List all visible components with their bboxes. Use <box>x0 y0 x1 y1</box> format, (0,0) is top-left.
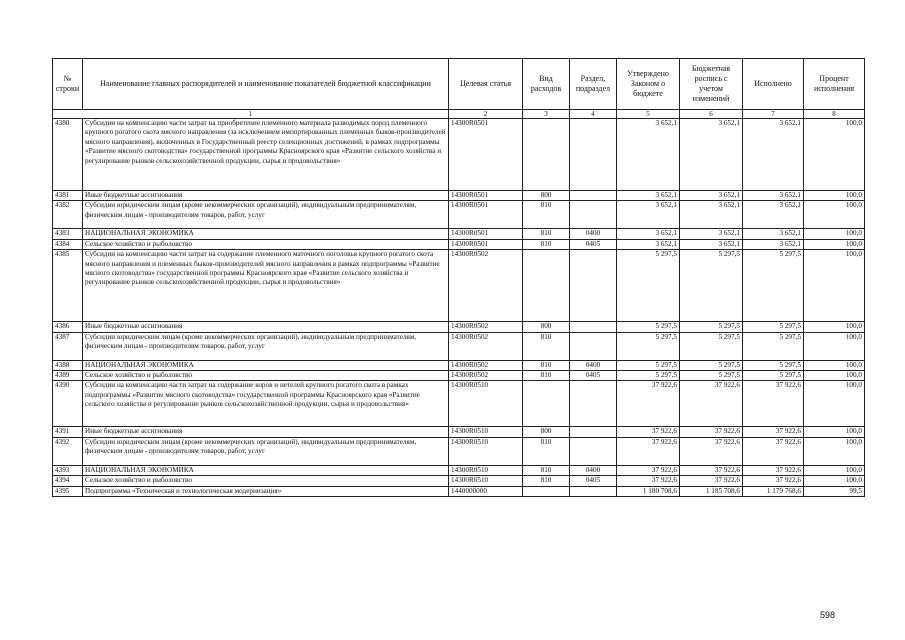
row-number: 4394 <box>53 476 83 486</box>
row-target-code: 14300R0501 <box>449 201 523 229</box>
row-section <box>570 437 617 465</box>
row-expense-type: 800 <box>523 427 570 437</box>
row-target-code: 1440000000 <box>449 486 523 496</box>
row-percent: 100,0 <box>804 476 865 486</box>
col-number-1: 1 <box>53 110 449 119</box>
header-razd: Раздел, подраздел <box>570 59 617 110</box>
table-row <box>53 250 865 322</box>
row-percent: 100,0 <box>804 332 865 360</box>
row-approved: 5 297,5 <box>617 332 680 360</box>
row-approved: 3 652,1 <box>617 229 680 239</box>
header-vid: Вид расходов <box>523 59 570 110</box>
row-section <box>570 486 617 496</box>
row-approved: 37 922,6 <box>617 437 680 465</box>
row-executed: 37 922,6 <box>743 381 804 427</box>
row-target-code: 14300R0502 <box>449 360 523 370</box>
row-executed: 3 652,1 <box>743 191 804 201</box>
row-executed: 1 179 768,6 <box>743 486 804 496</box>
row-budget: 3 652,1 <box>680 239 743 249</box>
row-percent: 100,0 <box>804 201 865 229</box>
row-approved: 5 297,5 <box>617 371 680 381</box>
row-executed: 37 922,6 <box>743 437 804 465</box>
row-target-code: 14300R0510 <box>449 427 523 437</box>
header-approved: Утверждено Законом о бюджете <box>617 59 680 110</box>
row-expense-type: 810 <box>523 465 570 475</box>
row-expense-type: 810 <box>523 201 570 229</box>
row-budget: 37 922,6 <box>680 465 743 475</box>
row-budget: 1 185 708,6 <box>680 486 743 496</box>
row-budget: 5 297,5 <box>680 332 743 360</box>
header-pct: Процент исполнения <box>804 59 865 110</box>
table-row <box>53 465 865 475</box>
row-executed: 37 922,6 <box>743 427 804 437</box>
row-budget: 5 297,5 <box>680 322 743 332</box>
table-row <box>53 360 865 370</box>
row-budget: 37 922,6 <box>680 427 743 437</box>
col-number-3: 3 <box>523 110 570 119</box>
row-name: Сельское хозяйство и рыболовство <box>83 371 449 381</box>
row-percent: 100,0 <box>804 371 865 381</box>
table-row <box>53 201 865 229</box>
row-target-code: 14300R0501 <box>449 119 523 191</box>
row-executed: 5 297,5 <box>743 322 804 332</box>
row-expense-type: 800 <box>523 191 570 201</box>
row-number: 4385 <box>53 250 83 322</box>
row-expense-type: 810 <box>523 332 570 360</box>
row-number: 4388 <box>53 360 83 370</box>
row-expense-type <box>523 381 570 427</box>
row-approved: 3 652,1 <box>617 239 680 249</box>
row-percent: 100,0 <box>804 239 865 249</box>
row-number: 4391 <box>53 427 83 437</box>
row-approved: 37 922,6 <box>617 427 680 437</box>
row-approved: 37 922,6 <box>617 476 680 486</box>
row-approved: 3 652,1 <box>617 119 680 191</box>
table-row <box>53 239 865 249</box>
row-executed: 5 297,5 <box>743 250 804 322</box>
row-budget: 5 297,5 <box>680 371 743 381</box>
row-section: 0405 <box>570 371 617 381</box>
header-code: Целевая статья <box>449 59 523 110</box>
row-percent: 100,0 <box>804 250 865 322</box>
row-name: Иные бюджетные ассигнования <box>83 191 449 201</box>
row-name: НАЦИОНАЛЬНАЯ ЭКОНОМИКА <box>83 229 449 239</box>
row-budget: 37 922,6 <box>680 381 743 427</box>
row-section: 0400 <box>570 465 617 475</box>
row-approved: 37 922,6 <box>617 381 680 427</box>
row-percent: 99,5 <box>804 486 865 496</box>
row-number: 4392 <box>53 437 83 465</box>
row-section <box>570 119 617 191</box>
row-approved: 3 652,1 <box>617 191 680 201</box>
row-section: 0400 <box>570 229 617 239</box>
col-number-8: 8 <box>804 110 865 119</box>
row-budget: 3 652,1 <box>680 229 743 239</box>
row-budget: 3 652,1 <box>680 191 743 201</box>
row-executed: 3 652,1 <box>743 229 804 239</box>
table-row <box>53 332 865 360</box>
row-section: 0400 <box>570 360 617 370</box>
row-target-code: 14300R0501 <box>449 239 523 249</box>
page-number: 598 <box>820 610 836 620</box>
row-target-code: 14300R0502 <box>449 322 523 332</box>
row-expense-type: 810 <box>523 437 570 465</box>
row-budget: 37 922,6 <box>680 476 743 486</box>
row-percent: 100,0 <box>804 322 865 332</box>
row-percent: 100,0 <box>804 191 865 201</box>
row-target-code: 14300R0510 <box>449 437 523 465</box>
table-row <box>53 191 865 201</box>
row-percent: 100,0 <box>804 119 865 191</box>
row-name: Иные бюджетные ассигнования <box>83 427 449 437</box>
table-row <box>53 486 865 496</box>
row-section <box>570 381 617 427</box>
budget-table <box>52 58 865 497</box>
row-name: НАЦИОНАЛЬНАЯ ЭКОНОМИКА <box>83 465 449 475</box>
table-row <box>53 371 865 381</box>
row-percent: 100,0 <box>804 229 865 239</box>
header-budget: Бюджетная роспись с учетом изменений <box>680 59 743 110</box>
table-row <box>53 322 865 332</box>
row-percent: 100,0 <box>804 360 865 370</box>
row-section <box>570 191 617 201</box>
row-target-code: 14300R0502 <box>449 371 523 381</box>
header-done: Исполнено <box>743 59 804 110</box>
row-number: 4386 <box>53 322 83 332</box>
row-number: 4383 <box>53 229 83 239</box>
row-approved: 3 652,1 <box>617 201 680 229</box>
row-name: Субсидии на компенсацию части затрат на содержание племенного маточного поголовья крупного рогатого скота мясного направления и племенных быков-производителей мясного направления в рамках подпрограммы «Развитие мясного скотоводства» государственной программы Красноярского края «Развитие сельского хозяйства и регулирование рынков сельскохозяйственной продукции, сырья и продовольствия» <box>83 250 449 322</box>
table-row <box>53 381 865 427</box>
row-budget: 37 922,6 <box>680 437 743 465</box>
column-number-row <box>53 110 865 119</box>
row-expense-type <box>523 250 570 322</box>
row-number: 4384 <box>53 239 83 249</box>
row-percent: 100,0 <box>804 427 865 437</box>
row-name: НАЦИОНАЛЬНАЯ ЭКОНОМИКА <box>83 360 449 370</box>
row-name: Иные бюджетные ассигнования <box>83 322 449 332</box>
row-target-code: 14300R0502 <box>449 250 523 322</box>
row-section <box>570 201 617 229</box>
col-number-5: 5 <box>617 110 680 119</box>
header-name: Наименование главных распорядителей и наименование показателей бюджетной классификации <box>83 59 449 110</box>
row-section: 0405 <box>570 239 617 249</box>
row-number: 4387 <box>53 332 83 360</box>
row-name: Сельское хозяйство и рыболовство <box>83 239 449 249</box>
row-approved: 5 297,5 <box>617 322 680 332</box>
table-row <box>53 229 865 239</box>
row-section <box>570 322 617 332</box>
row-executed: 5 297,5 <box>743 332 804 360</box>
row-approved: 1 180 708,6 <box>617 486 680 496</box>
row-section <box>570 332 617 360</box>
row-executed: 3 652,1 <box>743 239 804 249</box>
row-expense-type: 800 <box>523 322 570 332</box>
row-executed: 5 297,5 <box>743 371 804 381</box>
row-expense-type <box>523 486 570 496</box>
table-row <box>53 119 865 191</box>
row-name: Субсидии на компенсацию части затрат на содержание коров и нетелей крупного рогатого скота в рамках подпрограммы «Развитие мясного скотоводства» государственной программы Красноярского края «Развитие сельского хозяйства и регулирование рынков сельскохозяйственной продукции, сырья и продовольствия» <box>83 381 449 427</box>
row-approved: 37 922,6 <box>617 465 680 475</box>
row-executed: 37 922,6 <box>743 476 804 486</box>
row-approved: 5 297,5 <box>617 250 680 322</box>
table-row <box>53 476 865 486</box>
row-number: 4380 <box>53 119 83 191</box>
col-number-2: 2 <box>449 110 523 119</box>
header-num: № строки <box>53 59 83 110</box>
row-name: Субсидии на компенсацию части затрат на приобретение племенного материала разводимых пород племенного крупного рогатого скота мясного направления (за исключением импортированных племенных быков-производителей мясного направления), включенных в Государственный реестр селекционных достижений, в рамках подпрограммы «Развитие мясного скотоводства» государственной программы Красноярского края «Развитие сельского хозяйства и регулирование рынков сельскохозяйственной продукции, сырья и продовольствия» <box>83 119 449 191</box>
row-target-code: 14300R0502 <box>449 332 523 360</box>
row-section <box>570 250 617 322</box>
row-number: 4393 <box>53 465 83 475</box>
row-expense-type: 810 <box>523 360 570 370</box>
row-number: 4390 <box>53 381 83 427</box>
row-expense-type: 810 <box>523 229 570 239</box>
row-expense-type: 810 <box>523 239 570 249</box>
row-section: 0405 <box>570 476 617 486</box>
row-budget: 5 297,5 <box>680 250 743 322</box>
row-target-code: 14300R0510 <box>449 381 523 427</box>
row-budget: 3 652,1 <box>680 201 743 229</box>
row-target-code: 14300R0501 <box>449 191 523 201</box>
row-target-code: 14300R0501 <box>449 229 523 239</box>
table-header-row <box>53 59 865 110</box>
row-name: Субсидии юридическим лицам (кроме некоммерческих организаций), индивидуальным предпринимателям, физическим лицам - производителям товаров, работ, услуг <box>83 437 449 465</box>
row-name: Субсидии юридическим лицам (кроме некоммерческих организаций), индивидуальным предпринимателям, физическим лицам - производителям товаров, работ, услуг <box>83 332 449 360</box>
row-number: 4395 <box>53 486 83 496</box>
table-body <box>53 119 865 497</box>
col-number-7: 7 <box>743 110 804 119</box>
row-budget: 5 297,5 <box>680 360 743 370</box>
row-name: Субсидии юридическим лицам (кроме некоммерческих организаций), индивидуальным предпринимателям, физическим лицам - производителям товаров, работ, услуг <box>83 201 449 229</box>
row-expense-type <box>523 119 570 191</box>
row-number: 4381 <box>53 191 83 201</box>
row-executed: 3 652,1 <box>743 119 804 191</box>
row-name: Подпрограмма «Техническая и технологическая модернизация» <box>83 486 449 496</box>
row-name: Сельское хозяйство и рыболовство <box>83 476 449 486</box>
row-target-code: 14300R0510 <box>449 476 523 486</box>
row-executed: 5 297,5 <box>743 360 804 370</box>
col-number-6: 6 <box>680 110 743 119</box>
row-percent: 100,0 <box>804 465 865 475</box>
row-target-code: 14300R0510 <box>449 465 523 475</box>
row-number: 4382 <box>53 201 83 229</box>
row-percent: 100,0 <box>804 437 865 465</box>
row-executed: 37 922,6 <box>743 465 804 475</box>
row-budget: 3 652,1 <box>680 119 743 191</box>
row-expense-type: 810 <box>523 476 570 486</box>
row-percent: 100,0 <box>804 381 865 427</box>
row-expense-type: 810 <box>523 371 570 381</box>
col-number-4: 4 <box>570 110 617 119</box>
row-approved: 5 297,5 <box>617 360 680 370</box>
table-row <box>53 427 865 437</box>
row-number: 4389 <box>53 371 83 381</box>
row-executed: 3 652,1 <box>743 201 804 229</box>
table-row <box>53 437 865 465</box>
row-section <box>570 427 617 437</box>
